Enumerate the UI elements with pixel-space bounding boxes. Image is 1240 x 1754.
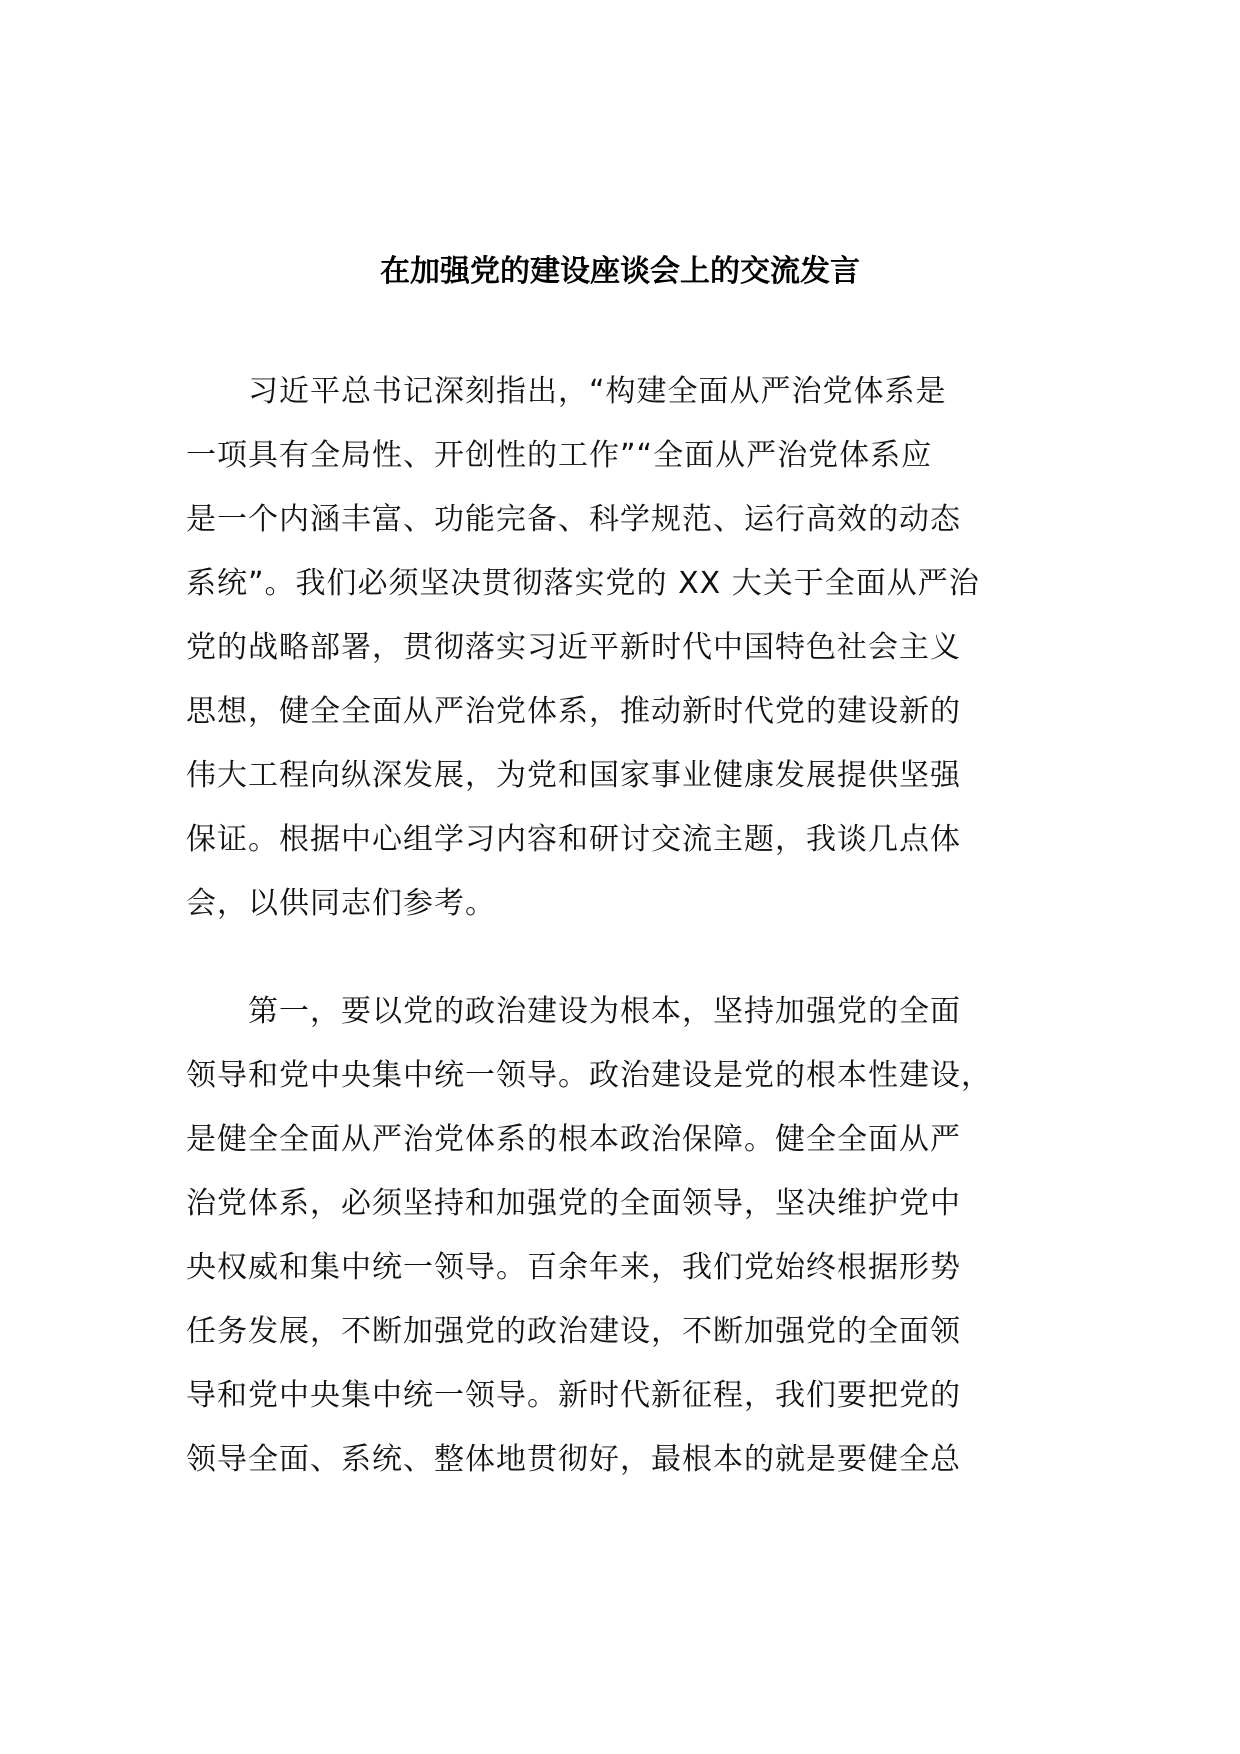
text-line: 会，以供同志们参考。 <box>186 886 496 921</box>
text-line: 习近平总书记深刻指出，“构建全面从严治党体系是 <box>248 374 947 409</box>
document-title: 在加强党的建设座谈会上的交流发言 <box>380 254 860 289</box>
text-line: 一项具有全局性、开创性的工作”“全面从严治党体系应 <box>186 438 933 473</box>
text-line: 党的战略部署，贯彻落实习近平新时代中国特色社会主义 <box>186 630 961 665</box>
text-line: 领导和党中央集中统一领导。政治建设是党的根本性建设， <box>186 1058 992 1093</box>
paragraph-first-point <box>186 980 1066 1492</box>
text-line: 伟大工程向纵深发展，为党和国家事业健康发展提供坚强 <box>186 758 961 793</box>
text-line: 任务发展，不断加强党的政治建设，不断加强党的全面领 <box>186 1314 961 1349</box>
text-line: 领导全面、系统、整体地贯彻好，最根本的就是要健全总 <box>186 1442 961 1477</box>
paragraph-intro <box>186 360 1066 936</box>
text-line: 治党体系，必须坚持和加强党的全面领导，坚决维护党中 <box>186 1186 961 1221</box>
text-line: 保证。根据中心组学习内容和研讨交流主题，我谈几点体 <box>186 822 961 857</box>
text-line: 是一个内涵丰富、功能完备、科学规范、运行高效的动态 <box>186 502 961 537</box>
text-line: 系统”。我们必须坚决贯彻落实党的 XX 大关于全面从严治 <box>186 566 980 601</box>
text-line: 第一，要以党的政治建设为根本，坚持加强党的全面 <box>248 994 961 1029</box>
text-line: 央权威和集中统一领导。百余年来，我们党始终根据形势 <box>186 1250 961 1285</box>
text-line: 导和党中央集中统一领导。新时代新征程，我们要把党的 <box>186 1378 961 1413</box>
text-line: 是健全全面从严治党体系的根本政治保障。健全全面从严 <box>186 1122 961 1157</box>
text-line: 思想，健全全面从严治党体系，推动新时代党的建设新的 <box>186 694 961 729</box>
